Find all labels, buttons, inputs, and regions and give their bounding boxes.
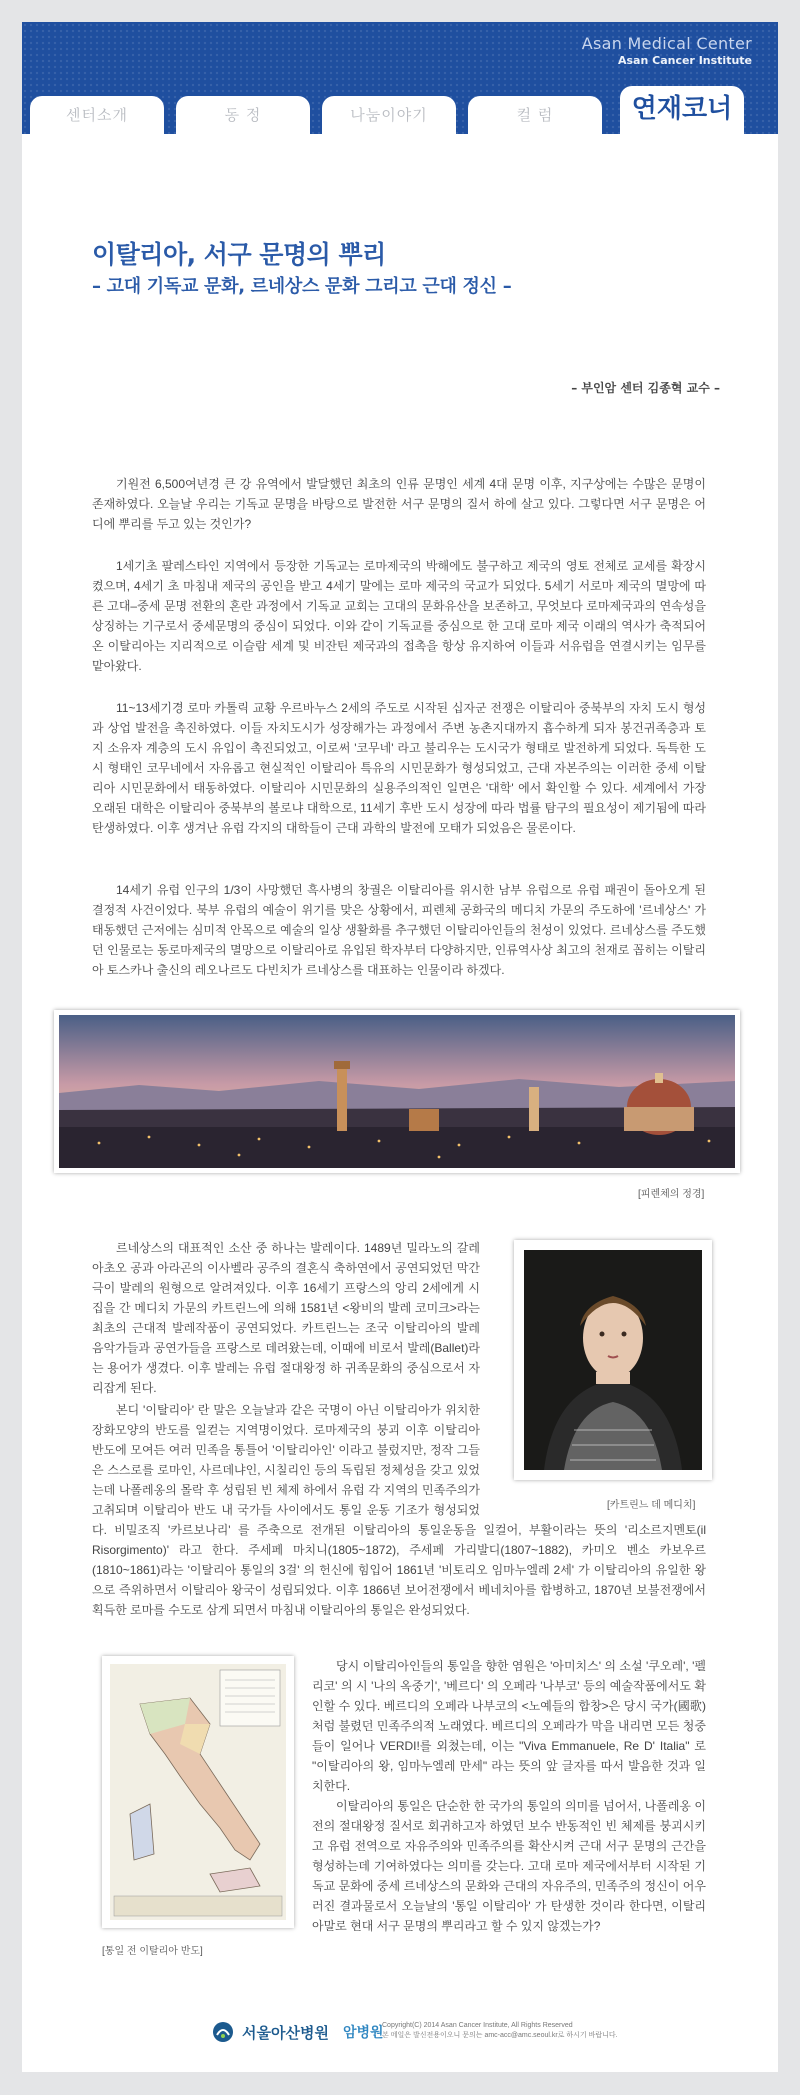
newsletter-page (22, 22, 778, 2072)
catherine-caption: [카트린느 데 메디치] (607, 1500, 696, 1511)
paragraph: 르네상스의 대표적인 소산 중 하나는 발레이다. 1489년 밀라노의 갈레아초오 공과 아라곤의 이사벨라 공주의 결혼식 축하연에서 공연되었던 막간극이 발레의 원형으로 알려져있다. 이후 16세기 프랑스의 앙리 2세에게 시집을 간 메디치 가문의 카트린느에 의해 1581년 <왕비의 발레 코미크>라는 최초의 근대적 발레작품이 공연되었다. 카트린느는 조국 이탈리아의 발레 음악가들과 공연가들을 프랑스로 데려왔는데, 이때에 비로서 발레(Ballet)라는 용어가 생겼다. 이후 발레는 유럽 절대왕정 하 귀족문화의 중심으로서 자리잡게 된다. (92, 1241, 480, 1395)
article-title: 이탈리아, 서구 문명의 뿌리 (92, 240, 386, 269)
brand-name: Asan Medical Center (581, 34, 752, 53)
paragraph: 이탈리아의 통일은 단순한 한 국가의 통일의 의미를 넘어서, 나폴레옹 이전의 절대왕정 질서로 회귀하고자 하였던 보수 반동적인 빈 체제를 붕괴시키고 유럽 전역으로 자유주의와 민족주의를 확산시켜 근대 서구 문명의 근간을 형성하는데 기여하였다는 의미를 갖는다. 고대 로마 제국에서부터 시작된 기독교 문화에 중세 르네상스의 문화와 근대의 자유주의, 민족주의 정신이 어우러진 결과물로서 오늘날의 '통일 이탈리아' 가 탄생한 것이라 한다면, 이탈리아말로 현대 서구 문명의 뿌리라고 할 수 있지 않겠는가? (312, 1799, 706, 1933)
brand-block (582, 34, 752, 67)
italy-map-image (110, 1664, 286, 1920)
florence-photo-frame (54, 1010, 740, 1173)
florence-caption: [피렌체의 정경] (638, 1189, 705, 1200)
tab-series-corner[interactable]: 연재코너 (620, 86, 744, 138)
article-author: – 부인암 센터 김종혁 교수 – (571, 381, 720, 395)
paragraph: 당시 이탈리아인들의 통일을 향한 염원은 '아미치스' 의 소설 '쿠오레', '펠리코' 의 시 '나의 옥중기', '베르디' 의 오페라 '나부코' 등의 예술작품에서도 확인할 수 있다. 베르디의 오페라 나부코의 <노예들의 합창>은 당시 국가(國歌)처럼 불렸던 민족주의적 노래였다. 베르디의 오페라가 막을 내리면 모든 청중들이 일어나 VERDI!를 외쳤는데, 이는 "Viva Emmanuele, Re D' Italia" 로 "이탈리아의 왕, 임마누엘레 만세" 라는 뜻의 앞 글자를 따서 발음한 것과 일치한다. (312, 1659, 706, 1793)
map-caption: [통일 전 이탈리아 반도] (102, 1946, 203, 1957)
nav-tabs (30, 86, 770, 146)
paragraph: 1세기초 팔레스타인 지역에서 등장한 기독교는 로마제국의 박해에도 불구하고 제국의 영토 전체로 교세를 확장시켰으며, 4세기 초 마침내 제국의 공인을 받고 4세기 말에는 로마 제국의 국교가 되었다. 5세기 서로마 제국의 멸망에 따른 고대–중세 문명 전환의 혼란 과정에서 기독교 교회는 고대의 문화유산을 보존하고, 무엇보다 로마제국과의 연속성을 상징하는 기구로서 중세문명의 중심이 되었다. 이와 같이 기독교를 중심으로 한 고대 로마 제국 이래의 역사가 축적되어 온 이탈리아는 지리적으로 이슬람 세계 및 비잔틴 제국과의 접촉을 항상 유지하여 이들과 서유럽을 연결시키는 임무를 맡아왔다. (92, 559, 706, 673)
tab-news[interactable]: 동 정 (176, 96, 310, 136)
portrait-spacer (480, 1400, 706, 1520)
copyright-line: Copyright(C) 2014 Asan Cancer Institute, All Rights Reserved (382, 2022, 573, 2029)
contact-line: 본 메일은 발신전용이오니 문의는 amc-acc@amc.seoul.kr로 하시기 바랍니다. (382, 2032, 618, 2039)
footer-logo[interactable] (212, 2021, 384, 2043)
tab-center-intro[interactable]: 센터소개 (30, 96, 164, 136)
hospital-logo-icon (212, 2021, 234, 2043)
paragraph: 14세기 유럽 인구의 1/3이 사망했던 흑사병의 창궐은 이탈리아를 위시한 남부 유럽으로 유럽 패권이 돌아오게 된 결정적 사건이었다. 북부 유럽의 예술이 위기를 맞은 상황에서, 피렌체 공화국의 메디치 가문의 주도하에 '르네상스' 가 태동했던 근저에는 심미적 안목으로 예술의 일상 생활화를 추구했던 이탈리아인들의 천성이 있었다. 르네상스를 주도했던 인물로는 동로마제국의 멸망으로 이탈리아로 유입된 학자부터 다양하지만, 인류역사상 최고의 천재로 꼽히는 이탈리아 토스카나 출신의 레오나르도 다빈치가 르네상스를 대표하는 인물이라 하겠다. (92, 883, 706, 977)
logo-name: 서울아산병원 (242, 2023, 329, 2042)
map-frame (102, 1656, 294, 1928)
logo-sub: 암병원 (342, 2025, 384, 2041)
footer-copyright (382, 2021, 618, 2041)
tab-column[interactable]: 컬 럼 (468, 96, 602, 136)
paragraph-column (92, 1400, 706, 1646)
paragraph: 기원전 6,500여년경 큰 강 유역에서 발달했던 최초의 인류 문명인 세계 4대 문명 이후, 지구상에는 수많은 문명이 존재하였다. 오늘날 우리는 기독교 문명을 바탕으로 발전한 서구 문명의 질서 하에 살고 있다. 그렇다면 서구 문명은 어디에 뿌리를 두고 있는 것인가? (92, 477, 706, 531)
florence-panorama-image (59, 1015, 735, 1168)
tab-sharing-story[interactable]: 나눔이야기 (322, 96, 456, 136)
header-banner (22, 22, 778, 134)
paragraph: 11~13세기경 로마 카톨릭 교황 우르바누스 2세의 주도로 시작된 십자군 전쟁은 이탈리아 중북부의 자치 도시 형성과 상업 발전을 촉진하였다. 이들 자치도시가 성장해가는 과정에서 주변 농촌지대까지 흡수하게 되자 봉건귀족층과 토지 소유자 계층의 도시 유입이 촉진되었고, 이로써 '코무네' 라고 불리우는 도시국가 형태로 발전하게 되었다. 독특한 도시 형태인 코무네에서 자유롭고 현실적인 이탈리아 특유의 시민문화가 형성되었고, 근대 자본주의는 이러한 중세 이탈리아 시민문화에서 태동하였다. 이탈리아 시민문화의 실용주의적인 일면은 '대학' 에서 확인할 수 있다. 세계에서 가장 오래된 대학은 이탈리아 중북부의 볼로냐 대학으로, 11세기 후반 도시 성장에 따라 법률 탐구의 필요성이 제기됨에 따라 탄생하였다. 이후 생겨난 유럽 각지의 대학들이 근대 과학의 발전에 모태가 되었음은 물론이다. (92, 701, 706, 835)
article-subtitle: – 고대 기독교 문화, 르네상스 문화 그리고 근대 정신 – (92, 276, 512, 297)
paragraph: 본디 '이탈리아' 란 말은 오늘날과 같은 국명이 아닌 이탈리아가 위치한 장화모양의 반도를 일컫는 지역명이었다. 로마제국의 붕괴 이후 이탈리아 반도에 모여든 여러 민족을 통틀어 '이탈리아인' 이라고 불렀지만, 정작 그들은 스스로를 로마인, 사르데냐인, 시칠리인 등의 독립된 정체성을 갖고 있었는데 나폴레옹의 몰락 후 성립된 빈 체제 하에서 유럽 각 지역의 민족주의가 고취되며 이탈리아 반도 내 국가들 사이에서도 통일 운동 기조가 형성되었다. 비밀조직 '카르보나리' 를 주축으로 전개된 이탈리아의 통일운동을 일컬어, 부활이라는 뜻의 '리소르지멘토(il Risorgimento)' 라고 한다. 주세페 마치니(1805~1872), 주세페 가리발디(1807~1882), 카미오 벤소 카보우르(1810~1861)라는 '이탈리아 통일의 3걸' 의 헌신에 힘입어 1861년 '비토리오 임마누엘레 2세' 가 이탈리아의 유일한 왕으로 즉위하면서 이탈리아 왕국이 성립되었다. 이후 1866년 보어전쟁에서 베네치아를 합병하고, 1870년 보불전쟁에서 획득한 로마를 수도로 삼게 되면서 마침내 이탈리아의 통일은 완성되었다. (92, 1403, 706, 1617)
brand-sub: Asan Cancer Institute (617, 54, 752, 67)
